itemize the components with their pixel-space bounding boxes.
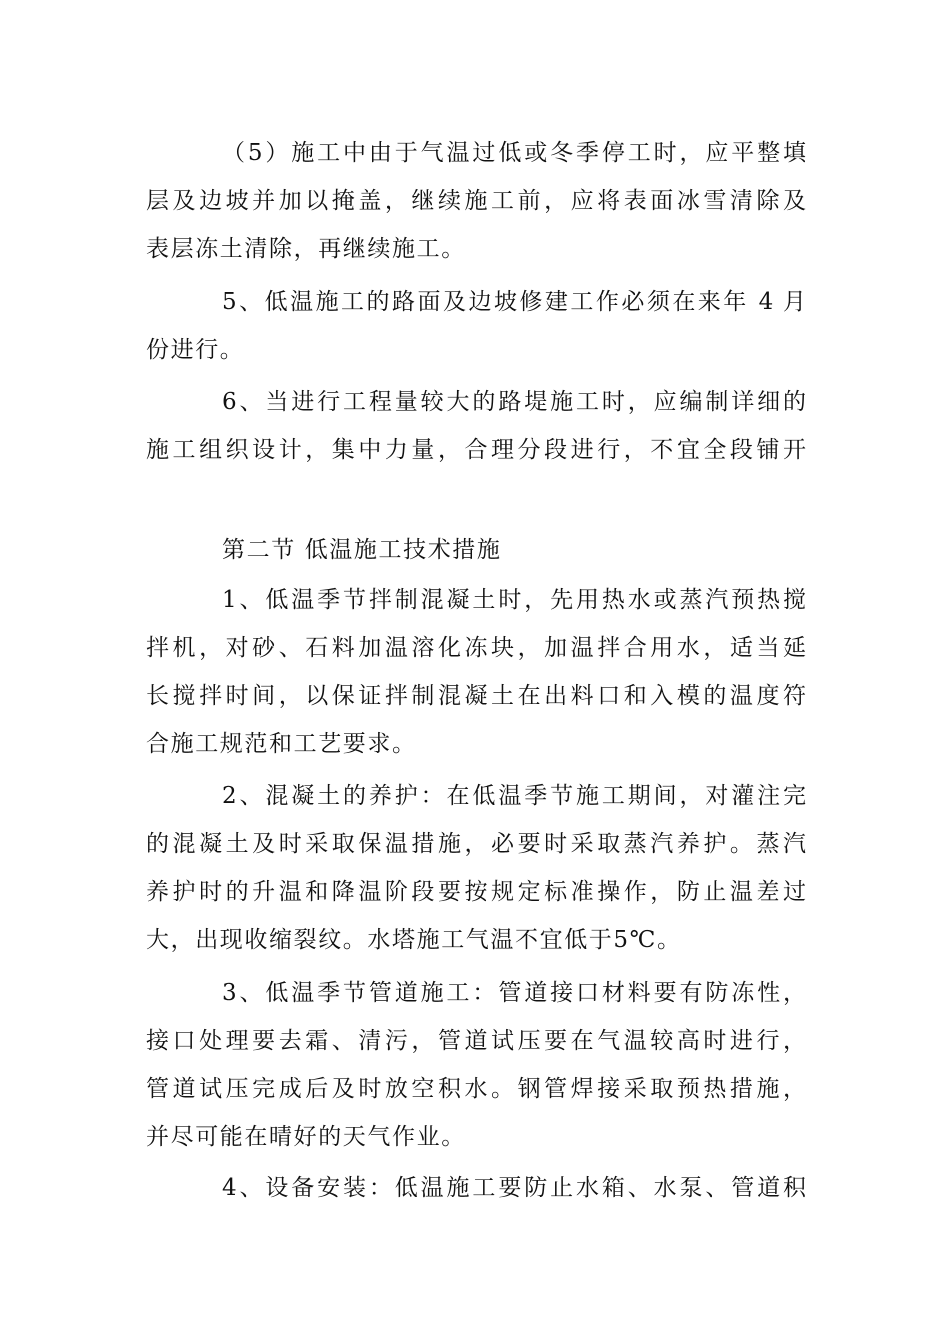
paragraph-5-line-3: 表层冻土清除，再继续施工。 — [146, 236, 466, 262]
measure-2-line-1: 2、混凝土的养护：在低温季节施工期间，对灌注完 — [222, 783, 806, 809]
measure-1-line-4: 合施工规范和工艺要求。 — [146, 731, 417, 757]
section-heading: 第二节 低温施工技术措施 — [222, 537, 502, 563]
item-6-line-2: 施工组织设计，集中力量，合理分段进行，不宜全段铺开 — [146, 437, 806, 463]
measure-1-line-1: 1、低温季节拌制混凝土时，先用热水或蒸汽预热搅 — [222, 587, 806, 613]
measure-3-line-2: 接口处理要去霜、清污，管道试压要在气温较高时进行， — [146, 1028, 806, 1054]
measure-3-line-3: 管道试压完成后及时放空积水。钢管焊接采取预热措施， — [146, 1076, 806, 1102]
item-5-line-1: 5、低温施工的路面及边坡修建工作必须在来年 4 月 — [222, 289, 806, 315]
paragraph-5-line-1: （5）施工中由于气温过低或冬季停工时，应平整填 — [222, 140, 806, 166]
item-5-line-2: 份进行。 — [146, 337, 245, 363]
measure-2-line-4: 大，出现收缩裂纹。水塔施工气温不宜低于5℃。 — [146, 927, 682, 953]
measure-2-line-3: 养护时的升温和降温阶段要按规定标准操作，防止温差过 — [146, 879, 806, 905]
item-6-line-1: 6、当进行工程量较大的路堤施工时，应编制详细的 — [222, 389, 806, 415]
measure-2-line-2: 的混凝土及时采取保温措施，必要时采取蒸汽养护。蒸汽 — [146, 831, 806, 857]
measure-4-line-1: 4、设备安装：低温施工要防止水箱、水泵、管道积 — [222, 1175, 806, 1201]
measure-1-line-3: 长搅拌时间，以保证拌制混凝土在出料口和入模的温度符 — [146, 683, 806, 709]
paragraph-5-line-2: 层及边坡并加以掩盖，继续施工前，应将表面冰雪清除及 — [146, 188, 806, 214]
measure-1-line-2: 拌机，对砂、石料加温溶化冻块，加温拌合用水，适当延 — [146, 635, 806, 661]
measure-3-line-4: 并尽可能在晴好的天气作业。 — [146, 1124, 466, 1150]
measure-3-line-1: 3、低温季节管道施工：管道接口材料要有防冻性， — [222, 980, 806, 1006]
